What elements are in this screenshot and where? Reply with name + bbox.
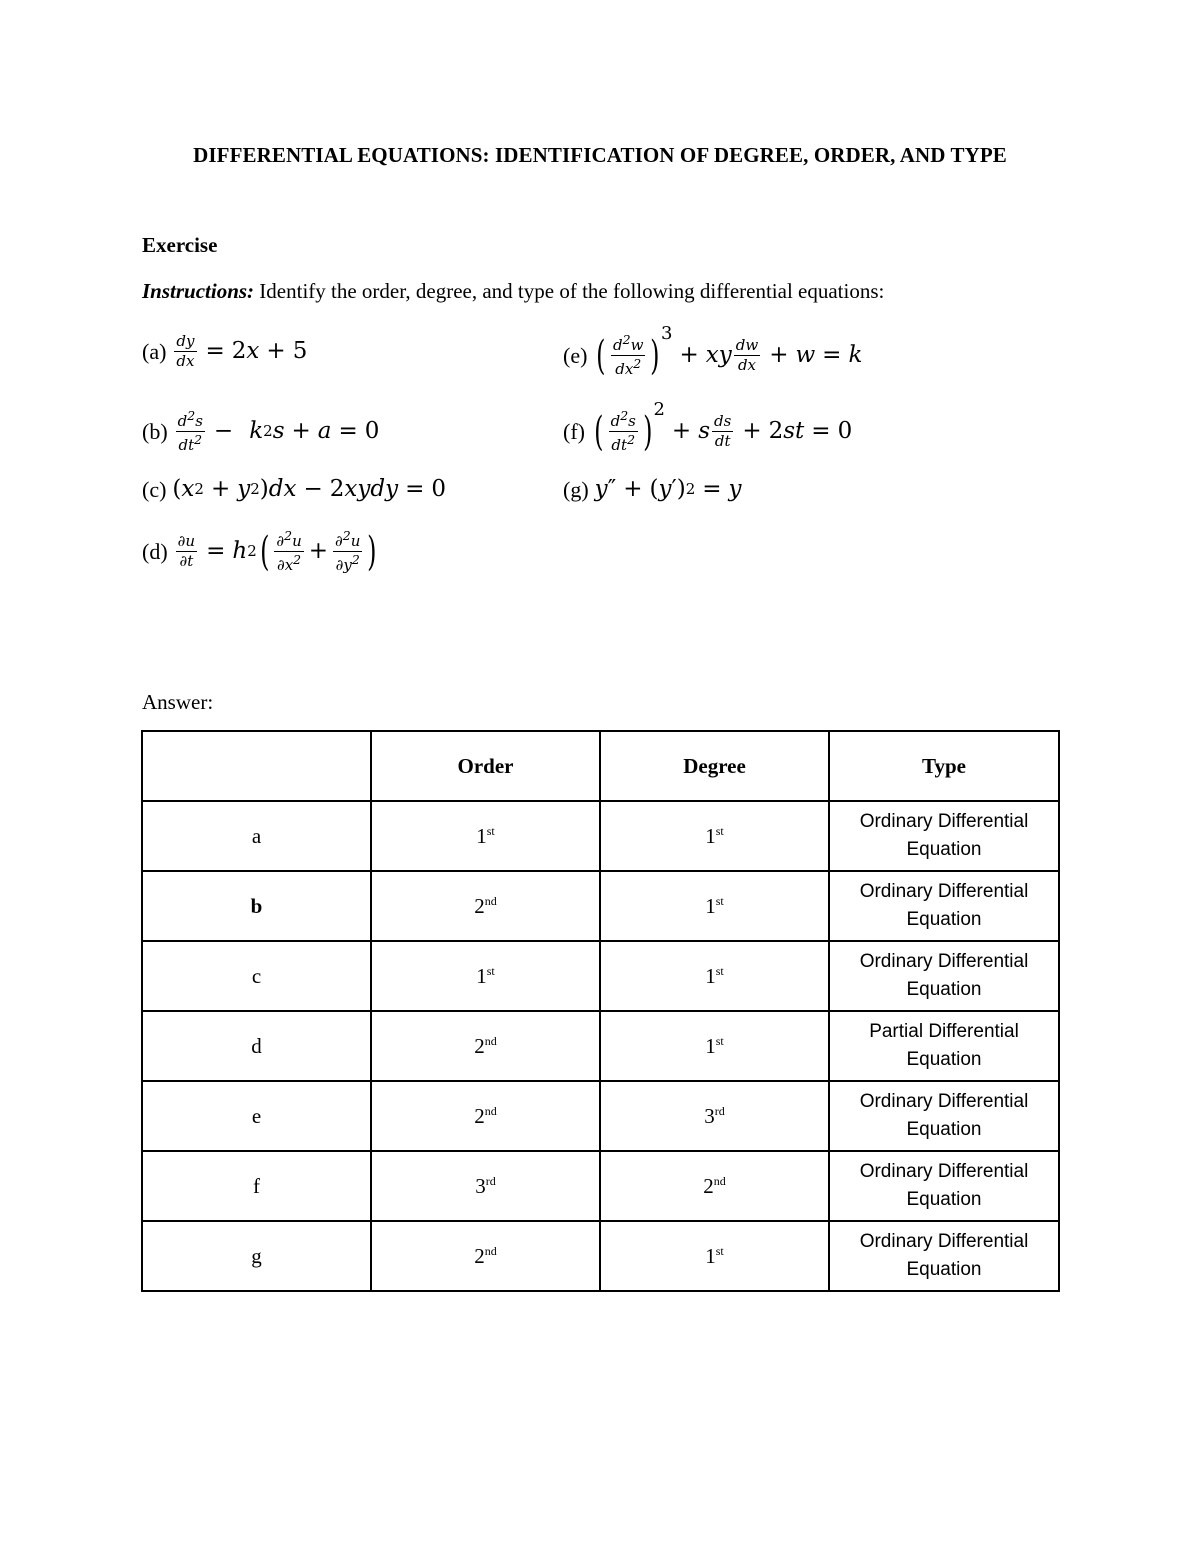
type-cell: Ordinary Differential Equation xyxy=(829,1221,1059,1291)
equation-b: (b) $\frac{d^2s}{dt^2}$ − k 2 s + a = 0 xyxy=(142,408,380,454)
degree-cell: 1st xyxy=(600,1221,829,1291)
degree-cell: 3rd xyxy=(600,1081,829,1151)
row-label: d xyxy=(142,1011,371,1081)
fraction: $\frac{ds}{dt}$ xyxy=(714,412,732,450)
equation-d: (d) $\frac{\partial u}{\partial t}$ = h 2 ( $\frac{\partial^2u}{\partial x^2}$ + $\frac{\partial^2u}{\partial y^2}$ ) xyxy=(142,528,377,575)
table-row xyxy=(142,1011,1059,1081)
row-label: e xyxy=(142,1081,371,1151)
equation-g-tag: (g) xyxy=(563,476,589,502)
equation-a: (a) $\frac{dy}{dx}$ = 2 x + 5 xyxy=(142,332,308,370)
fraction: $\frac{d^2s}{dt^2}$ xyxy=(177,408,203,454)
fraction: $\frac{\partial^2u}{\partial x^2}$ xyxy=(276,528,302,574)
type-cell: Ordinary Differential Equation xyxy=(829,941,1059,1011)
row-label: g xyxy=(142,1221,371,1291)
table-row xyxy=(142,801,1059,871)
table-header-row xyxy=(142,731,1059,801)
table-row xyxy=(142,1151,1059,1221)
answers-table xyxy=(141,730,1060,1292)
order-cell: 1st xyxy=(371,941,600,1011)
fraction: $\frac{dw}{dx}$ xyxy=(735,336,759,374)
order-cell: 3rd xyxy=(371,1151,600,1221)
instructions-text: Identify the order, degree, and type of the following differential equations: xyxy=(254,279,885,303)
table-row xyxy=(142,1221,1059,1291)
equation-g: (g) y ″ + ( y ′) 2 = y xyxy=(563,476,742,502)
equation-f: (f) ( $\frac{d^2s}{dt^2}$ ) $^2$ + s $\frac{ds}{dt}$ + 2 st = 0 xyxy=(563,398,853,455)
row-label: a xyxy=(142,801,371,871)
exercise-heading: Exercise xyxy=(142,233,218,257)
table-row xyxy=(142,871,1059,941)
table-row xyxy=(142,1081,1059,1151)
degree-cell: 2nd xyxy=(600,1151,829,1221)
type-cell: Ordinary Differential Equation xyxy=(829,801,1059,871)
page-title: DIFFERENTIAL EQUATIONS: IDENTIFICATION OF DEGREE, ORDER, AND TYPE xyxy=(193,143,1007,167)
degree-cell: 1st xyxy=(600,1011,829,1081)
type-cell: Ordinary Differential Equation xyxy=(829,1151,1059,1221)
header-cell: Type xyxy=(829,731,1059,801)
header-cell: Degree xyxy=(600,731,829,801)
instructions-label: Instructions: xyxy=(142,279,255,303)
fraction: $\frac{d^2w}{dx^2}$ xyxy=(613,332,644,378)
equation-e: (e) ( $\frac{d^2w}{dx^2}$ ) $^3$ + xy $\frac{dw}{dx}$ + w = k xyxy=(563,322,863,379)
row-label: f xyxy=(142,1151,371,1221)
header-cell: Order xyxy=(371,731,600,801)
equation-a-tag: (a) xyxy=(142,338,167,364)
fraction: $\frac{\partial^2u}{\partial y^2}$ xyxy=(335,528,361,574)
answer-label: Answer: xyxy=(142,690,214,714)
equation-e-tag: (e) xyxy=(563,342,588,368)
equation-c-tag: (c) xyxy=(142,476,167,502)
order-cell: 1st xyxy=(371,801,600,871)
equation-c: (c) ( x 2 + y 2 ) dx − 2 xydy = 0 xyxy=(142,476,446,502)
header-cell xyxy=(142,731,371,801)
order-cell: 2nd xyxy=(371,871,600,941)
degree-cell: 1st xyxy=(600,801,829,871)
row-label: b xyxy=(142,871,371,941)
degree-cell: 1st xyxy=(600,941,829,1011)
table-row xyxy=(142,941,1059,1011)
instructions xyxy=(142,279,884,304)
order-cell: 2nd xyxy=(371,1011,600,1081)
fraction: $\frac{\partial u}{\partial t}$ xyxy=(177,532,196,570)
fraction: $\frac{d^2s}{dt^2}$ xyxy=(610,408,636,454)
type-cell: Ordinary Differential Equation xyxy=(829,1081,1059,1151)
order-cell: 2nd xyxy=(371,1221,600,1291)
row-label: c xyxy=(142,941,371,1011)
fraction: $\frac{dy}{dx}$ xyxy=(176,332,195,370)
type-cell: Ordinary Differential Equation xyxy=(829,871,1059,941)
degree-cell: 1st xyxy=(600,871,829,941)
equation-b-tag: (b) xyxy=(142,418,168,444)
equation-f-tag: (f) xyxy=(563,418,585,444)
order-cell: 2nd xyxy=(371,1081,600,1151)
equation-d-tag: (d) xyxy=(142,538,168,564)
type-cell: Partial Differential Equation xyxy=(829,1011,1059,1081)
